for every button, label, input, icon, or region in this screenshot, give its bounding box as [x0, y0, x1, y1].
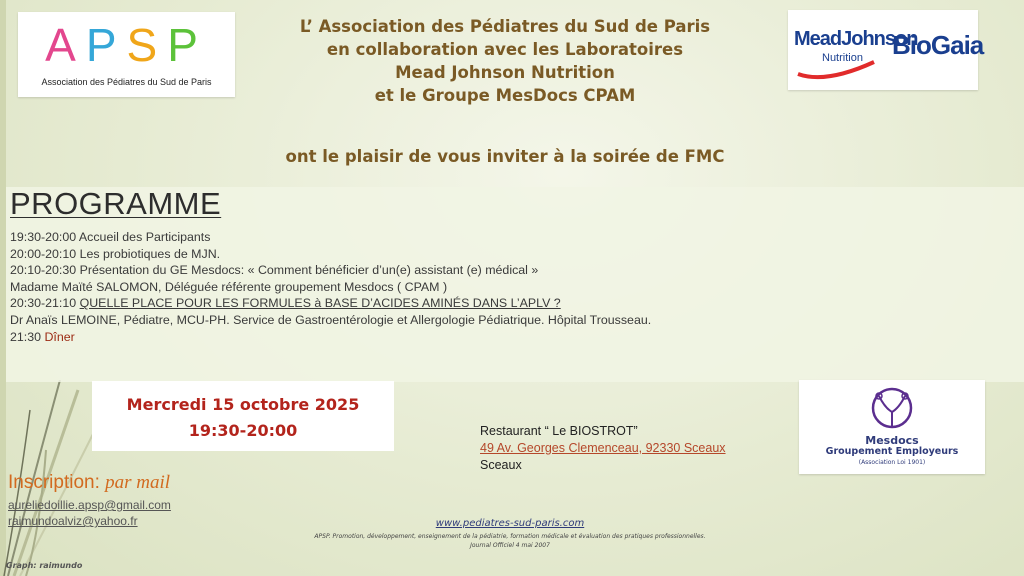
programme-item: 19:30-20:00 Accueil des Participants — [10, 230, 211, 244]
venue-city: Sceaux — [480, 458, 522, 472]
mesdocs-emblem-icon — [865, 386, 919, 432]
venue-address-link[interactable]: 49 Av. Georges Clemenceau, 92330 Sceaux — [480, 441, 726, 455]
venue-block — [480, 423, 726, 474]
website-link[interactable]: www.pediatres-sud-paris.com — [435, 518, 585, 529]
mesdocs-small-print: (Association Loi 1901) — [858, 459, 926, 466]
programme-title: PROGRAMME — [10, 186, 222, 221]
programme-item: 20:10-20:30 Présentation du GE Mesdocs: « Comment bénéficier d’un(e) assistant (e) médical » — [10, 263, 539, 278]
sponsor-logo — [788, 10, 984, 90]
footer-note — [200, 532, 820, 550]
swoosh-icon — [796, 60, 876, 82]
programme-item: Madame Maïté SALOMON, Déléguée référente groupement Mesdocs ( CPAM ) — [10, 279, 448, 294]
apsp-letter-p: P — [85, 19, 127, 71]
footer-line-1: APSP. Promotion, développement, enseignement de la pédiatrie, formation médicale et évaluation des pratiques professionnelles. — [314, 533, 706, 540]
inscription-heading — [8, 472, 170, 494]
apsp-logo-letters — [18, 18, 235, 72]
mesdocs-title: Mesdocs — [865, 434, 919, 447]
programme-item — [10, 295, 651, 312]
inscription-emails — [8, 497, 171, 529]
mead-johnson-logo: MeadJohnson — [794, 28, 918, 50]
biogaia-logo: BioGaia — [892, 30, 984, 60]
footer-line-2: Journal Officiel 4 mai 2007 — [470, 542, 550, 549]
mead-johnson-sub: Nutrition — [822, 52, 863, 64]
mesdocs-logo — [799, 380, 985, 474]
programme-list — [10, 229, 651, 345]
inscription-label: Inscription: — [8, 472, 106, 493]
email-link[interactable]: aureliedoillie.apsp@gmail.com — [8, 498, 171, 512]
venue-name: Restaurant “ Le BIOSTROT” — [480, 424, 638, 438]
apsp-letter-p2: P — [167, 19, 208, 71]
inscription-mode: par mail — [105, 472, 171, 493]
programme-item: 20:00-20:10 Les probiotiques de MJN. — [10, 246, 221, 261]
programme-item: Dr Anaïs LEMOINE, Pédiatre, MCU-PH. Service de Gastroentérologie et Allergologie Pédiatrique. Hôpital Trousseau. — [10, 312, 652, 327]
graphic-credit: Graph: raimundo — [6, 561, 83, 570]
header-line-3: Mead Johnson Nutrition — [395, 63, 615, 82]
apsp-letter-s: S — [126, 19, 168, 71]
header-line-1: L’ Association des Pédiatres du Sud de Paris — [299, 17, 711, 36]
invitation-line: ont le plaisir de vous inviter à la soirée de FMC — [285, 147, 725, 166]
programme-time: 20:30-21:10 — [10, 296, 80, 311]
event-date: Mercredi 15 octobre 2025 — [126, 395, 360, 414]
programme-talk-title: QUELLE PLACE POUR LES FORMULES à BASE D’ACIDES AMINÉS DANS L’APLV ? — [79, 296, 561, 311]
email-link[interactable]: raimundoalviz@yahoo.fr — [8, 514, 138, 528]
header-block — [240, 15, 770, 107]
programme-time: 21:30 — [10, 329, 45, 344]
header-line-2: en collaboration avec les Laboratoires — [326, 40, 684, 59]
apsp-logo — [18, 12, 235, 97]
programme-item — [10, 329, 651, 346]
header-line-4: et le Groupe MesDocs CPAM — [374, 86, 636, 105]
programme-diner: Dîner — [44, 329, 75, 344]
event-date-box — [92, 381, 394, 451]
event-time: 19:30-20:00 — [188, 421, 298, 440]
apsp-letter-a: A — [45, 19, 86, 71]
mesdocs-subtitle: Groupement Employeurs — [825, 446, 959, 457]
apsp-logo-subtitle: Association des Pédiatres du Sud de Paris — [41, 77, 212, 87]
